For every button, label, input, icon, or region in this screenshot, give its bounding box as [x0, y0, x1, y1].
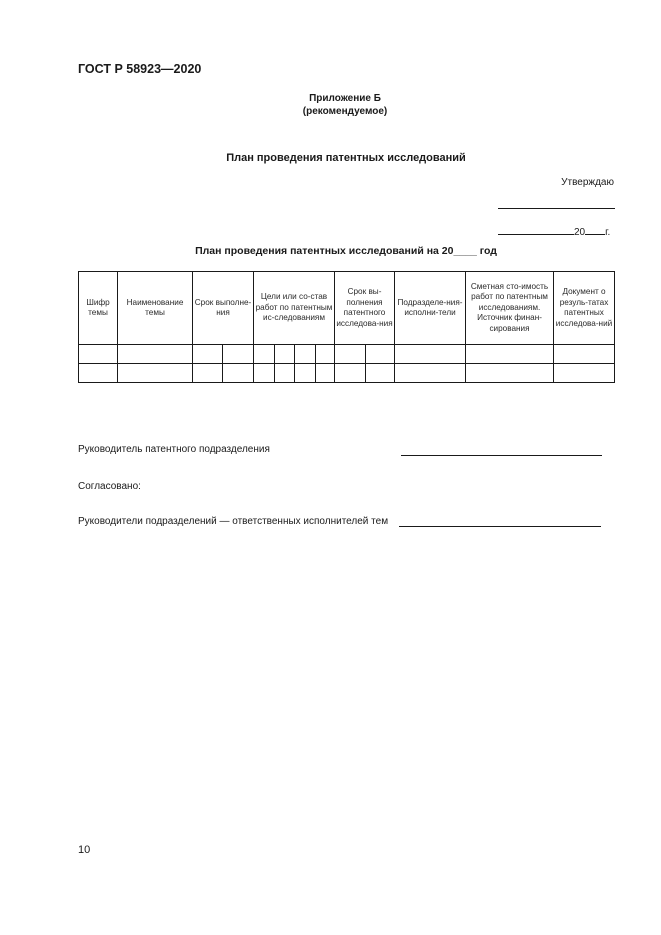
table-header-cell: Подразделе-ния-исполни-тели [395, 272, 466, 345]
table-header-cell: Срок вы-полнения патентного исследова-ния [335, 272, 395, 345]
table-cell[interactable] [295, 345, 316, 364]
table-cell[interactable] [466, 345, 554, 364]
table-cell[interactable] [193, 364, 223, 383]
date-year-suffix: г. [605, 227, 611, 238]
table-cell[interactable] [466, 364, 554, 383]
approval-signature-line [498, 196, 615, 209]
table-title: План проведения патентных исследований на 20____ год [195, 245, 497, 257]
appendix-heading [0, 92, 661, 118]
date-year-prefix: 20 [574, 227, 586, 238]
table-cell[interactable] [254, 364, 275, 383]
agreed-label: Согласовано: [78, 481, 141, 492]
approval-date-line [498, 224, 614, 238]
approval-label: Утверждаю [561, 177, 614, 188]
table-cell[interactable] [223, 345, 254, 364]
plan-title: План проведения патентных исследований [226, 152, 466, 164]
table-header-cell: Срок выполне-ния [193, 272, 254, 345]
table-header-cell: Цели или со-став работ по патентным ис-следованиям [254, 272, 335, 345]
date-day-blank [498, 224, 574, 235]
table-cell[interactable] [554, 364, 615, 383]
table-cell[interactable] [395, 345, 466, 364]
page-number: 10 [78, 844, 91, 856]
department-heads-signature-line[interactable] [399, 515, 601, 527]
date-year-blank [585, 224, 605, 235]
patent-head-label: Руководитель патентного подразделения [78, 444, 270, 455]
table-cell[interactable] [254, 345, 275, 364]
table-cell[interactable] [79, 364, 118, 383]
appendix-title: Приложение Б [309, 93, 381, 104]
table-cell[interactable] [223, 364, 254, 383]
table-cell[interactable] [366, 345, 395, 364]
table-cell[interactable] [335, 345, 366, 364]
table-cell[interactable] [193, 345, 223, 364]
table-cell[interactable] [79, 345, 118, 364]
patent-head-signature-line[interactable] [401, 444, 602, 456]
table-cell[interactable] [118, 345, 193, 364]
table-header-cell: Наименование темы [118, 272, 193, 345]
table-cell[interactable] [316, 345, 335, 364]
table-header-row [79, 272, 615, 345]
table-cell[interactable] [335, 364, 366, 383]
appendix-note: (рекомендуемое) [302, 106, 388, 117]
table-cell[interactable] [554, 345, 615, 364]
table-cell[interactable] [118, 364, 193, 383]
table-cell[interactable] [366, 364, 395, 383]
table-row [79, 364, 615, 383]
table-cell[interactable] [395, 364, 466, 383]
table-header-cell: Документ о резуль-татах патентных исследова-ний [554, 272, 615, 345]
table-cell[interactable] [295, 364, 316, 383]
table-row [79, 345, 615, 364]
plan-table [78, 271, 615, 383]
table-cell[interactable] [275, 364, 295, 383]
standard-number: ГОСТ Р 58923—2020 [78, 62, 202, 76]
table-header-cell: Сметная сто-имость работ по патентным исследованиям. Источник финан-сирования [466, 272, 554, 345]
department-heads-label: Руководители подразделений — ответственных исполнителей тем [78, 516, 389, 527]
table-header-cell: Шифр темы [79, 272, 118, 345]
table-cell[interactable] [316, 364, 335, 383]
table-cell[interactable] [275, 345, 295, 364]
